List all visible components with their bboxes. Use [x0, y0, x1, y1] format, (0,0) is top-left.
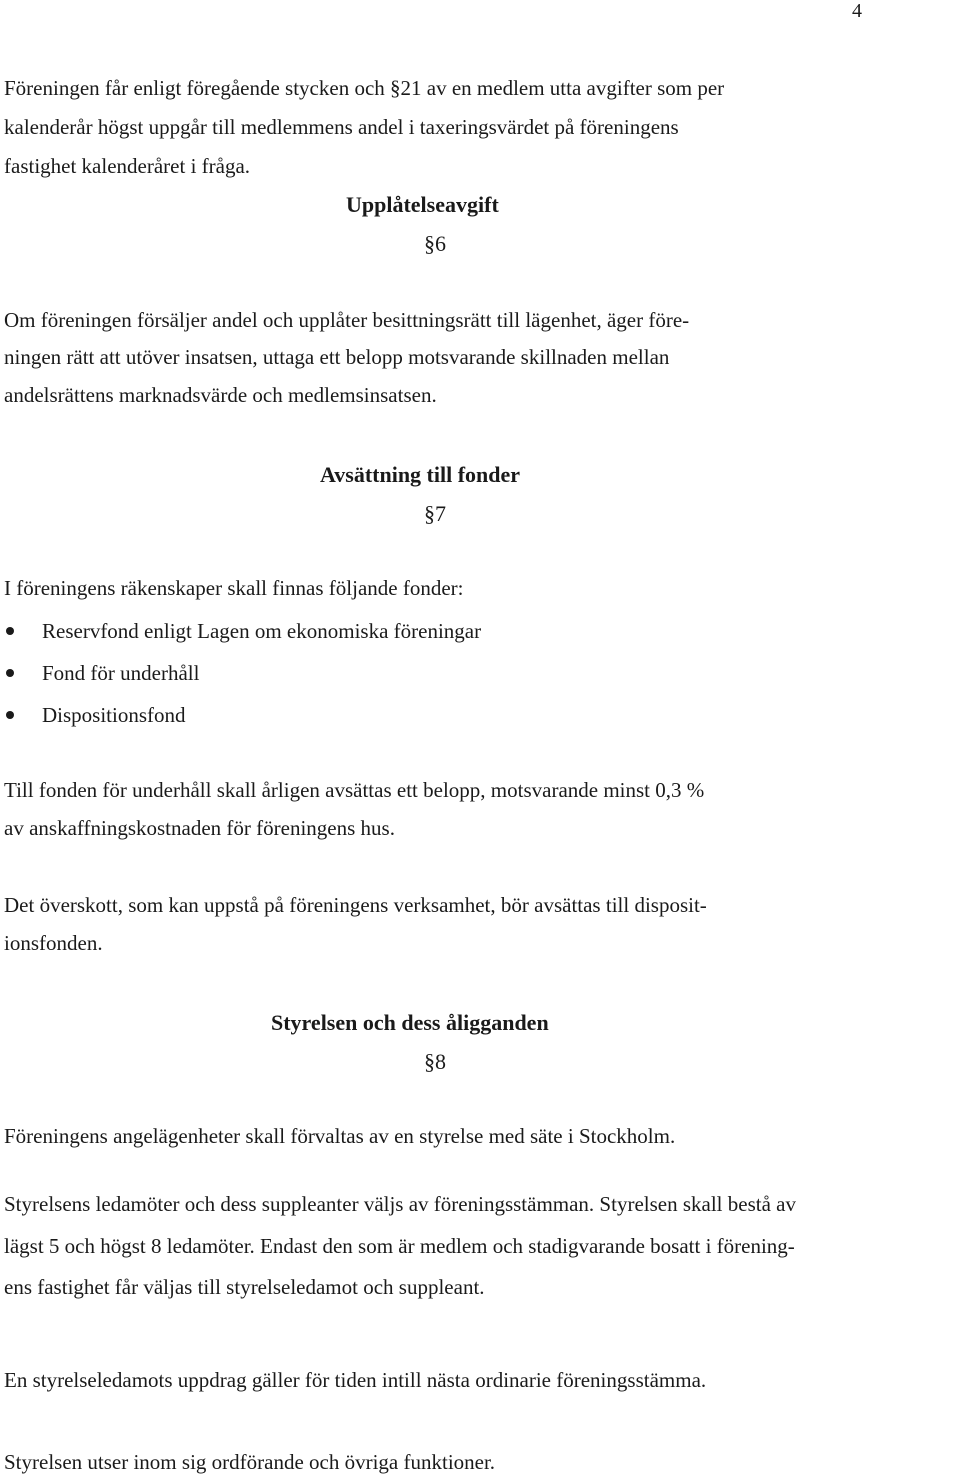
section-heading-upplatelseavgift: Upplåtelseavgift	[346, 192, 499, 217]
section-number: §6	[424, 231, 446, 256]
text-line: Det överskott, som kan uppstå på föreningens verksamhet, bör avsättas till disposit-	[4, 893, 707, 917]
text-line: Om föreningen försäljer andel och upplåter besittningsrätt till lägenhet, äger före-	[4, 308, 690, 332]
bullet-icon	[6, 669, 14, 677]
bullet-icon	[6, 627, 14, 635]
text-line: Styrelsens ledamöter och dess suppleanter väljs av föreningsstämman. Styrelsen skall bestå av	[4, 1192, 796, 1216]
bullet-icon	[6, 711, 14, 719]
section-heading-styrelsen: Styrelsen och dess åligganden	[271, 1010, 549, 1035]
paragraph-uppdrag: En styrelseledamots uppdrag gäller för tiden intill nästa ordinarie föreningsstämma.	[4, 1368, 707, 1392]
text-line: kalenderår högst uppgår till medlemmens andel i taxeringsvärdet på föreningens	[4, 115, 679, 139]
text-line: ens fastighet får väljas till styrelseledamot och suppleant.	[4, 1275, 485, 1299]
list-item: Dispositionsfond	[42, 703, 186, 727]
paragraph-funktioner: Styrelsen utser inom sig ordförande och övriga funktioner.	[4, 1450, 496, 1474]
text-line: andelsrättens marknadsvärde och medlemsinsatsen.	[4, 383, 437, 407]
text-line: Föreningen får enligt föregående stycken och §21 av en medlem utta avgifter som per	[4, 76, 725, 100]
section-number: §8	[424, 1049, 446, 1074]
text-line: ningen rätt att utöver insatsen, uttaga ett belopp motsvarande skillnaden mellan	[4, 345, 670, 369]
section-number: §7	[424, 501, 446, 526]
section-heading-avsattning: Avsättning till fonder	[320, 462, 521, 487]
text-line: av anskaffningskostnaden för föreningens hus.	[4, 816, 395, 840]
page-number: 4	[852, 0, 862, 22]
text-line: Till fonden för underhåll skall årligen avsättas ett belopp, motsvarande minst 0,3 %	[4, 778, 705, 802]
paragraph-forvaltning: Föreningens angelägenheter skall förvaltas av en styrelse med säte i Stockholm.	[4, 1124, 676, 1148]
fonder-intro: I föreningens räkenskaper skall finnas följande fonder:	[4, 576, 464, 600]
text-line: fastighet kalenderåret i fråga.	[4, 154, 251, 178]
list-item: Reservfond enligt Lagen om ekonomiska föreningar	[42, 619, 482, 643]
list-item: Fond för underhåll	[42, 661, 200, 685]
text-line: lägst 5 och högst 8 ledamöter. Endast den som är medlem och stadigvarande bosatt i förening-	[4, 1234, 795, 1258]
text-line: ionsfonden.	[4, 931, 103, 955]
